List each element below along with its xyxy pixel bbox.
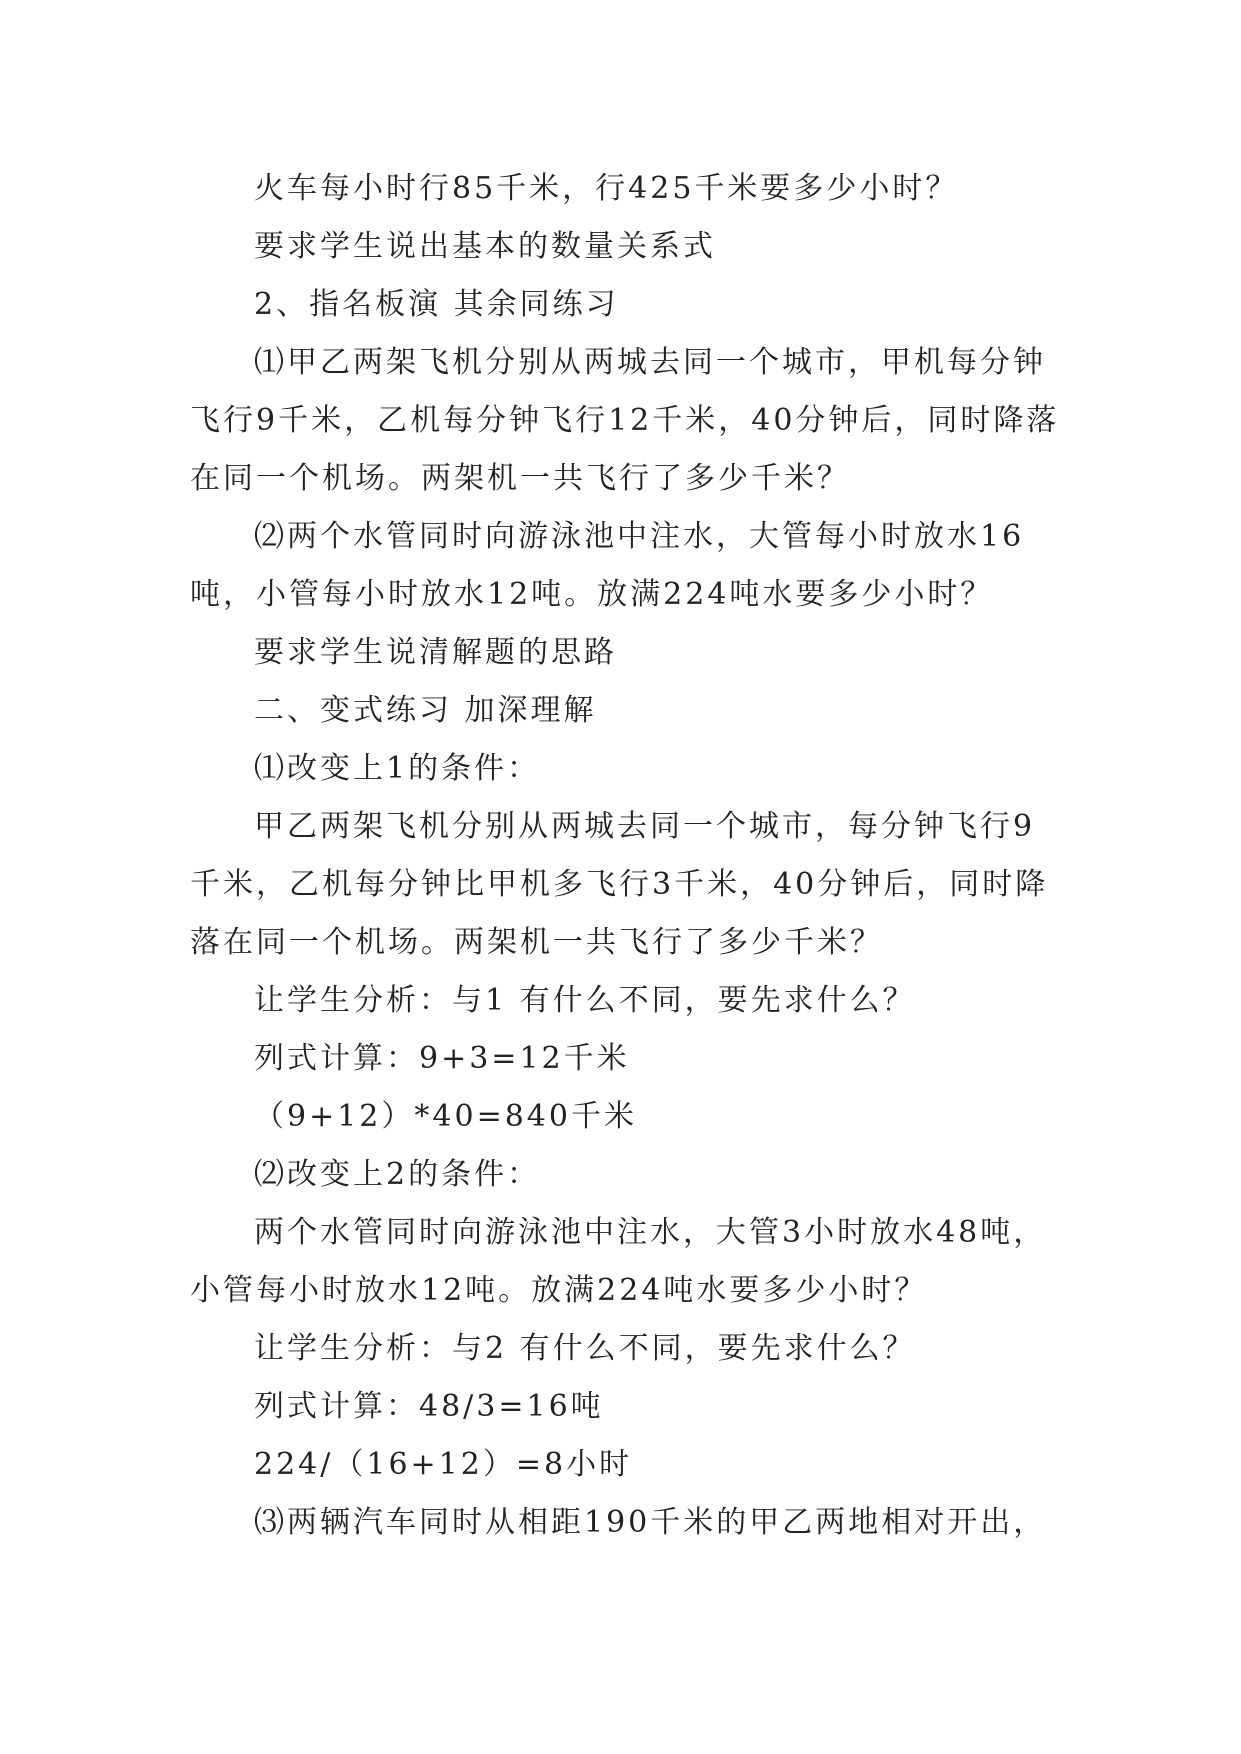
paragraph: 让学生分析：与1 有什么不同，要先求什么？ bbox=[254, 983, 916, 1018]
paragraph: 2、指名板演 其余同练习 bbox=[254, 287, 619, 322]
paragraph: 要求学生说清解题的思路 bbox=[254, 635, 617, 670]
paragraph: ⑵改变上2的条件： bbox=[254, 1157, 541, 1192]
paragraph: 两个水管同时向游泳池中注水，大管3小时放水48吨，小管每小时放水12吨。放满224吨水要多少小时？ bbox=[190, 1215, 1047, 1308]
paragraph: ⑴甲乙两架飞机分别从两城去同一个城市，甲机每分钟飞行9千米，乙机每分钟飞行12千米，40分钟后，同时降落在同一个机场。两架机一共飞行了多少千米？ bbox=[190, 345, 1060, 496]
paragraph: （9+12）*40=840千米 bbox=[254, 1099, 637, 1134]
paragraph: 列式计算：48/3=16吨 bbox=[254, 1389, 604, 1424]
paragraph: 要求学生说出基本的数量关系式 bbox=[254, 229, 716, 264]
paragraph: 火车每小时行85千米，行425千米要多少小时？ bbox=[254, 171, 959, 206]
paragraph: ⑴改变上1的条件： bbox=[254, 751, 541, 786]
paragraph: ⑵两个水管同时向游泳池中注水，大管每小时放水16吨，小管每小时放水12吨。放满224吨水要多少小时？ bbox=[190, 519, 1025, 612]
paragraph: 列式计算：9+3=12千米 bbox=[254, 1041, 630, 1076]
paragraph: 224/（16+12）=8小时 bbox=[254, 1447, 633, 1482]
document-body bbox=[190, 160, 1060, 1552]
section-heading: 二、变式练习 加深理解 bbox=[254, 693, 597, 728]
paragraph: ⑶两辆汽车同时从相距190千米的甲乙两地相对开出， bbox=[254, 1505, 1047, 1540]
paragraph: 甲乙两架飞机分别从两城去同一个城市，每分钟飞行9千米，乙机每分钟比甲机多飞行3千米，40分钟后，同时降落在同一个机场。两架机一共飞行了多少千米？ bbox=[190, 809, 1049, 960]
paragraph: 让学生分析：与2 有什么不同，要先求什么？ bbox=[254, 1331, 916, 1366]
